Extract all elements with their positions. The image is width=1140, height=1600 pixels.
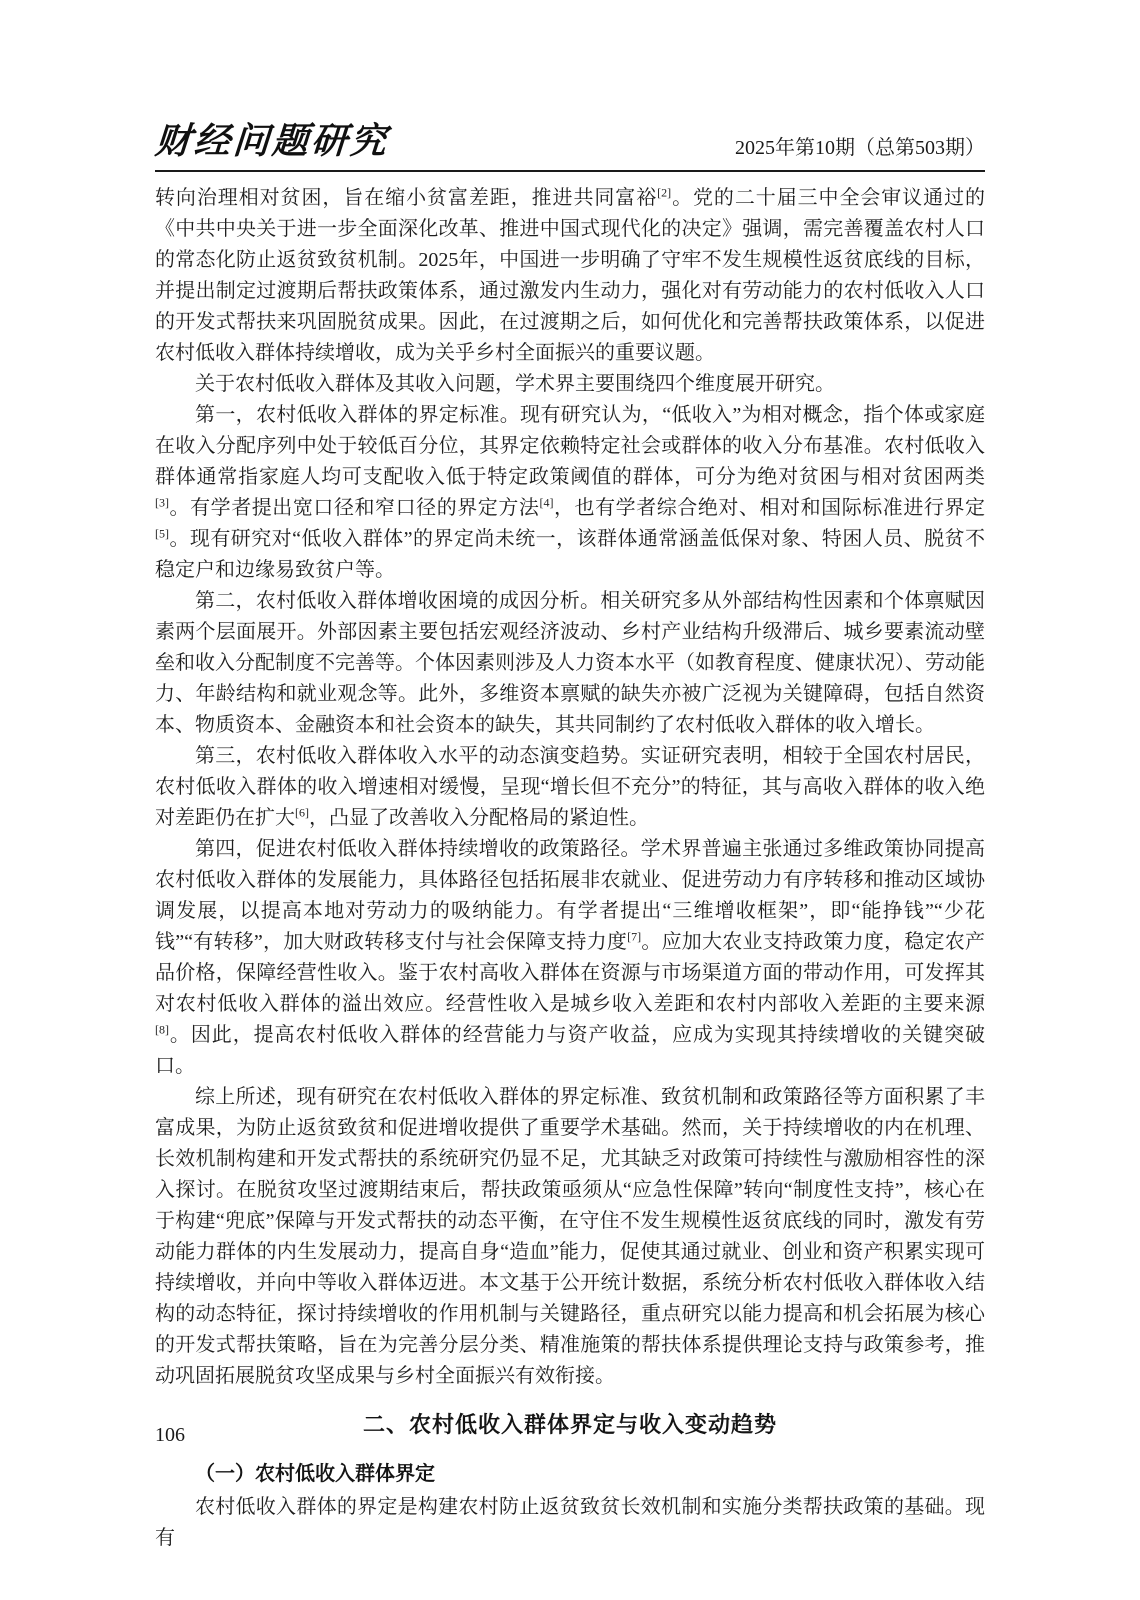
paragraph: 关于农村低收入群体及其收入问题，学术界主要围绕四个维度展开研究。 bbox=[195, 372, 835, 395]
subsection-heading: （一）农村低收入群体界定 bbox=[195, 1462, 435, 1485]
citation-ref: [6] bbox=[295, 804, 309, 819]
citation-ref: [5] bbox=[155, 525, 169, 540]
paragraph: 第一，农村低收入群体的界定标准。现有研究认为，“低收入”为相对概念，指个体或家庭在收入分配序列中处于较低百分位，其界定依赖特定社会或群体的收入分布基准。农村低收入群体通常指家庭人均可支配收入低于特定政策阈值的群体，可分为绝对贫困与相对贫困两类[3]。有学者提出宽口径和窄口径的界定方法[4]，也有学者综合绝对、相对和国际标准进行界定[5]。现有研究对“低收入群体”的界定尚未统一，该群体通常涵盖低保对象、特困人员、脱贫不稳定户和边缘易致贫户等。 bbox=[155, 403, 986, 581]
page-content bbox=[155, 0, 985, 1554]
citation-ref: [8] bbox=[155, 1021, 169, 1036]
section-heading: 二、农村低收入群体界定与收入变动趋势 bbox=[362, 1411, 777, 1437]
citation-ref: [7] bbox=[627, 928, 642, 943]
citation-ref: [3] bbox=[155, 494, 169, 509]
journal-header bbox=[155, 122, 985, 172]
page-number: 106 bbox=[155, 1424, 185, 1446]
paragraph: 转向治理相对贫困，旨在缩小贫富差距，推进共同富裕[2]。党的二十届三中全会审议通过的《中共中央关于进一步全面深化改革、推进中国式现代化的决定》强调，需完善覆盖农村人口的常态化防止返贫致贫机制。2025年，中国进一步明确了守牢不发生规模性返贫底线的目标，并提出制定过渡期后帮扶政策体系，通过激发内生动力，强化对有劳动能力的农村低收入人口的开发式帮扶来巩固脱贫成果。因此，在过渡期之后，如何优化和完善帮扶政策体系，以促进农村低收入群体持续增收，成为关乎乡村全面振兴的重要议题。 bbox=[155, 184, 986, 364]
journal-logo: 财经问题研究 bbox=[153, 121, 391, 161]
closing-paragraph: 农村低收入群体的界定是构建农村防止返贫致贫长效机制和实施分类帮扶政策的基础。现有 bbox=[155, 1495, 985, 1549]
paragraph: 第四，促进农村低收入群体持续增收的政策路径。学术界普遍主张通过多维政策协同提高农村低收入群体的发展能力，具体路径包括拓展非农就业、促进劳动力有序转移和推动区域协调发展，以提高本地对劳动力的吸纳能力。有学者提出“三维增收框架”，即“能挣钱”“少花钱”“有转移”，加大财政转移支付与社会保障支持力度[7]。应加大农业支持政策力度，稳定农产品价格，保障经营性收入。鉴于农村高收入群体在资源与市场渠道方面的带动作用，可发挥其对农村低收入群体的溢出效应。经营性收入是城乡收入差距和农村内部收入差距的主要来源[8]。因此，提高农村低收入群体的经营能力与资产收益，应成为实现其持续增收的关键突破口。 bbox=[155, 837, 985, 1077]
paragraph: 第二，农村低收入群体增收困境的成因分析。相关研究多从外部结构性因素和个体禀赋因素两个层面展开。外部因素主要包括宏观经济波动、乡村产业结构升级滞后、城乡要素流动壁垒和收入分配制度不完善等。个体因素则涉及人力资本水平（如教育程度、健康状况）、劳动能力、年龄结构和就业观念等。此外，多维资本禀赋的缺失亦被广泛视为关键障碍，包括自然资本、物质资本、金融资本和社会资本的缺失，其共同制约了农村低收入群体的收入增长。 bbox=[155, 589, 985, 736]
citation-ref: [4] bbox=[539, 494, 554, 509]
issue-info: 2025年第10期（总第503期） bbox=[735, 136, 985, 159]
paragraph: 第三，农村低收入群体收入水平的动态演变趋势。实证研究表明，相较于全国农村居民，农村低收入群体的收入增速相对缓慢，呈现“增长但不充分”的特征，其与高收入群体的收入绝对差距仍在扩大[6]，凸显了改善收入分配格局的紧迫性。 bbox=[155, 744, 985, 829]
paragraph: 综上所述，现有研究在农村低收入群体的界定标准、致贫机制和政策路径等方面积累了丰富成果，为防止返贫致贫和促进增收提供了重要学术基础。然而，关于持续增收的内在机理、长效机制构建和开发式帮扶的系统研究仍显不足，尤其缺乏对政策可持续性与激励相容性的深入探讨。在脱贫攻坚过渡期结束后，帮扶政策亟须从“应急性保障”转向“制度性支持”，核心在于构建“兜底”保障与开发式帮扶的动态平衡，在守住不发生规模性返贫底线的同时，激发有劳动能力群体的内生发展动力，提高自身“造血”能力，促使其通过就业、创业和资产积累实现可持续增收，并向中等收入群体迈进。本文基于公开统计数据，系统分析农村低收入群体收入结构的动态特征，探讨持续增收的作用机制与关键路径，重点研究以能力提高和机会拓展为核心的开发式帮扶策略，旨在为完善分层分类、精准施策的帮扶体系提供理论支持与政策参考，推动巩固拓展脱贫攻坚成果与乡村全面振兴有效衔接。 bbox=[155, 1085, 985, 1387]
citation-ref: [2] bbox=[657, 184, 672, 199]
paragraphs bbox=[155, 183, 985, 1392]
